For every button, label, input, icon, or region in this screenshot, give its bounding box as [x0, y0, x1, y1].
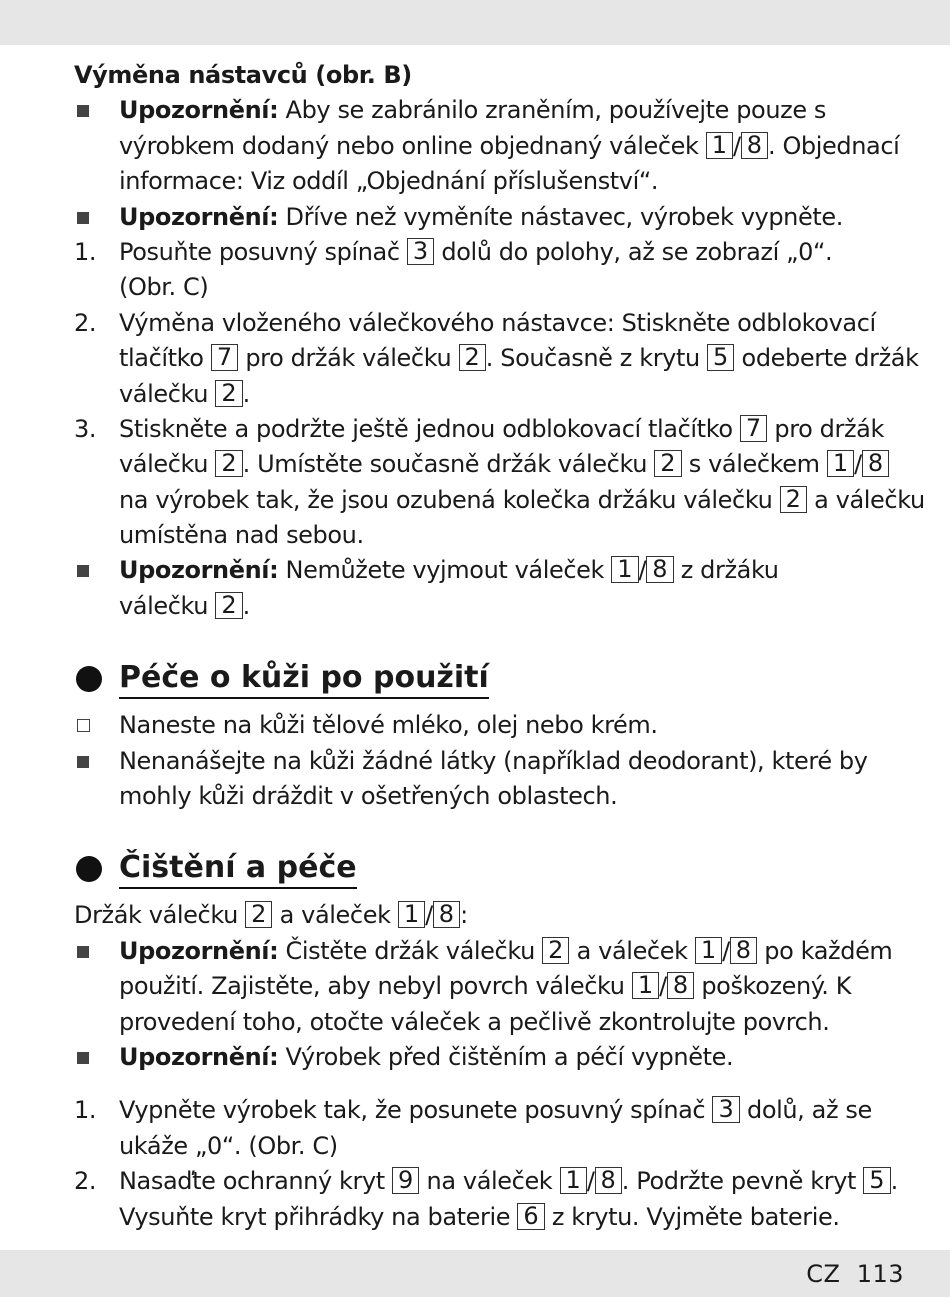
subheading-replace-attachments: Výměna nástavců (obr. B) [74, 61, 412, 89]
part-number-box: 2 [459, 344, 486, 371]
part-number-box: 1 [611, 556, 638, 583]
part-number-box: 1 [632, 972, 659, 999]
part-number-box: 3 [712, 1096, 739, 1123]
part-number-box: 7 [740, 415, 767, 442]
part-number-box: 5 [863, 1167, 890, 1194]
part-number-box: 5 [707, 344, 734, 371]
top-band [0, 0, 950, 45]
part-number-box: 2 [542, 937, 569, 964]
part-number-box: 1 [706, 132, 733, 159]
part-number-box: 2 [780, 486, 807, 513]
part-number-box: 8 [862, 450, 889, 477]
part-number-box: 2 [245, 901, 272, 928]
step-1: 1. Vypněte výrobek tak, že posunete posuvný spínač 3 dolů, až se [74, 1095, 872, 1125]
filled-square-bullet-icon [77, 946, 89, 958]
part-number-box: 7 [211, 344, 238, 371]
part-number-box: 8 [646, 556, 673, 583]
part-number-box: 8 [667, 972, 694, 999]
part-number-box: 2 [654, 450, 681, 477]
filled-square-bullet-icon [77, 756, 89, 768]
section-heading-cleaning: Čištění a péče [74, 838, 914, 898]
filled-circle-bullet-icon [76, 856, 102, 882]
step-2: 2. Výměna vloženého válečkového nástavce: Stiskněte odblokovací [74, 308, 876, 337]
part-number-box: 1 [827, 450, 854, 477]
note-3: Upozornění: Nemůžete vyjmout váleček 1 / 8 z držáku [74, 553, 914, 588]
part-number-box: 3 [407, 238, 434, 265]
language-code: CZ [806, 1260, 841, 1288]
part-number-box: 1 [560, 1167, 587, 1194]
filled-square-bullet-icon [77, 1052, 89, 1064]
note-2: Upozornění: Dříve než vyměníte nástavec, výrobek vypněte. [74, 200, 914, 235]
part-number-box: 8 [595, 1167, 622, 1194]
section-heading-skin-care: Péče o kůži po použití [74, 648, 914, 708]
part-number-box: 1 [398, 901, 425, 928]
part-number-box: 2 [215, 592, 242, 619]
part-number-box: 8 [741, 132, 768, 159]
part-number-box: 1 [695, 937, 722, 964]
list-item: Nenanášejte na kůži žádné látky (například deodorant), které by [74, 744, 914, 779]
step-3: 3. Stiskněte a podržte ještě jednou odblokovací tlačítko 7 pro držák [74, 413, 884, 443]
page-number: 113 [856, 1260, 904, 1288]
filled-square-bullet-icon [77, 565, 89, 577]
filled-square-bullet-icon [77, 105, 89, 117]
note-5: Upozornění: Výrobek před čištěním a péčí vypněte. [74, 1040, 914, 1075]
step-2: 2. Nasaďte ochranný kryt 9 na váleček 1 / 8 . Podržte pevně kryt 5 . [74, 1166, 898, 1196]
part-number-box: 2 [215, 380, 242, 407]
page-footer [806, 1260, 904, 1288]
note-1: Upozornění: Aby se zabránilo zraněním, používejte pouze s [74, 93, 914, 128]
filled-circle-bullet-icon [76, 666, 102, 692]
part-number-box: 8 [433, 901, 460, 928]
note-4: Upozornění: Čistěte držák válečku 2 a váleček 1 / 8 po každém [74, 934, 914, 969]
filled-square-bullet-icon [77, 212, 89, 224]
part-number-box: 2 [215, 450, 242, 477]
part-number-box: 8 [730, 937, 757, 964]
part-number-box: 6 [517, 1203, 544, 1230]
page-content: Výměna nástavců (obr. B) Upozornění: Aby se zabránilo zraněním, používejte pouze s výrobkem dodaný nebo online objednaný váleček 1 / 8 . Objednací informace: Viz oddíl „Objednání příslušenství“. Upozornění: Dříve než vyměníte nástavec, výrobek vypněte. 1. Posuňte posuvný spínač 3 dolů do polohy, až se zobrazí „0“. (Obr. C) 2. Výměna vloženého válečkového nástavce: Stiskněte odblokovací tlačítko 7 pro držák válečku 2 . Současně z krytu 5 odeberte držák válečku 2 . 3. Stiskněte a podržte ještě jednou odblokovací tlačítko 7 pro držák válečku 2 . Umístěte současně držák válečku 2 s válečkem 1 / 8 na výrobek tak, že jsou ozubená kolečka držáku válečku 2 a válečku umístěna nad sebou. Upozornění: Nemůžete vyjmout váleček 1 / 8 z držáku válečku 2 . Péče o kůži po použití Naneste na kůži tělové mléko, olej nebo krém. Nenanášejte na kůži žádné látky (například deodorant), které by mohly kůži dráždit v ošetřených oblastech. Čištění a péče Držák válečku 2 a váleček 1 / 8 : Upozornění: Čistěte držák válečku 2 a váleček 1 / 8 po každém použití. Zajistěte, aby nebyl povrch válečku 1 / 8 poškozený. K provedení toho, otočte váleček a pečlivě zkontrolujte povrch. Upozornění: Výrobek před čištěním a péčí vypněte. 1. Vypněte výrobek tak, že posunete posuvný spínač 3 dolů, až se ukáže „0“. (Obr. C) 2. Nasaďte ochranný kryt 9 na váleček 1 / 8 . Podržte pevně kryt 5 . Vysuňte kryt přihrádky na baterie 6 z krytu. Vyjměte baterie. [74, 58, 914, 1235]
list-item: Naneste na kůži tělové mléko, olej nebo krém. [74, 708, 914, 743]
part-number-box: 9 [392, 1167, 419, 1194]
step-1: 1. Posuňte posuvný spínač 3 dolů do polohy, až se zobrazí „0“. [74, 236, 833, 266]
empty-square-bullet-icon [77, 719, 90, 732]
cleaning-intro: Držák válečku 2 a váleček 1 / 8 : [74, 900, 468, 930]
